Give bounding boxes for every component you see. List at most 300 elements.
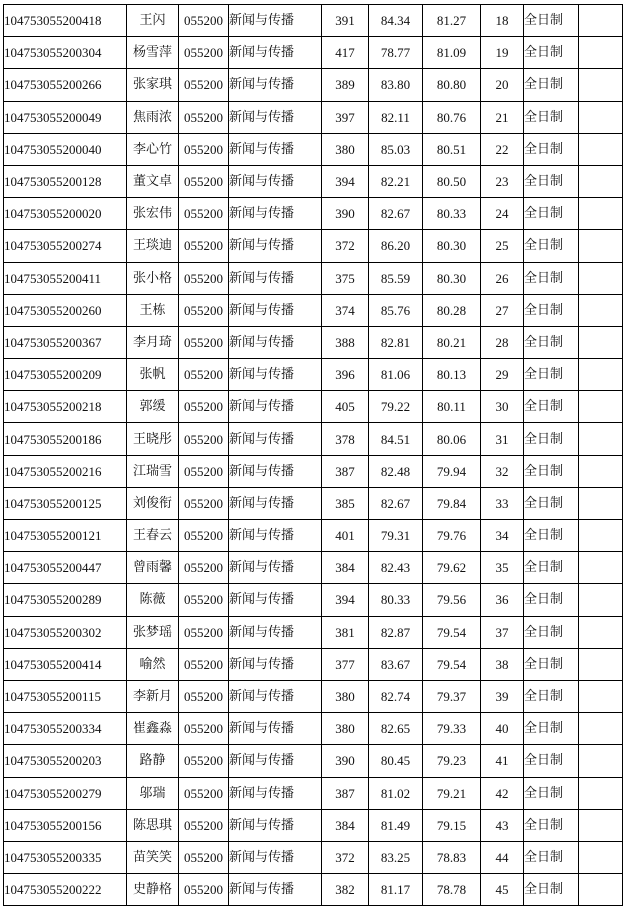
empty-cell bbox=[579, 487, 623, 519]
study-mode-cell: 全日制 bbox=[524, 391, 579, 423]
candidate-name-cell: 李心竹 bbox=[127, 133, 179, 165]
total-score-cell: 80.80 bbox=[423, 69, 481, 101]
total-score-cell: 81.27 bbox=[423, 5, 481, 37]
retest-score-cell: 84.34 bbox=[369, 5, 423, 37]
candidate-name-cell: 张梦瑶 bbox=[127, 616, 179, 648]
total-score-cell: 79.76 bbox=[423, 520, 481, 552]
major-name-cell: 新闻与传播 bbox=[229, 487, 322, 519]
major-name-cell: 新闻与传播 bbox=[229, 5, 322, 37]
empty-cell bbox=[579, 874, 623, 906]
retest-score-cell: 82.43 bbox=[369, 552, 423, 584]
candidate-name-cell: 李新月 bbox=[127, 680, 179, 712]
rank-cell: 40 bbox=[481, 713, 524, 745]
initial-score-cell: 372 bbox=[322, 230, 369, 262]
candidate-id-cell: 104753055200209 bbox=[4, 359, 127, 391]
candidate-name-cell: 王晓彤 bbox=[127, 423, 179, 455]
major-code-cell: 055200 bbox=[179, 874, 229, 906]
candidate-id-cell: 104753055200186 bbox=[4, 423, 127, 455]
retest-score-cell: 79.22 bbox=[369, 391, 423, 423]
major-name-cell: 新闻与传播 bbox=[229, 165, 322, 197]
table-row bbox=[4, 294, 623, 326]
retest-score-cell: 82.21 bbox=[369, 165, 423, 197]
table-row bbox=[4, 423, 623, 455]
rank-cell: 27 bbox=[481, 294, 524, 326]
candidate-id-cell: 104753055200411 bbox=[4, 262, 127, 294]
major-name-cell: 新闻与传播 bbox=[229, 294, 322, 326]
major-code-cell: 055200 bbox=[179, 165, 229, 197]
major-code-cell: 055200 bbox=[179, 648, 229, 680]
empty-cell bbox=[579, 777, 623, 809]
empty-cell bbox=[579, 69, 623, 101]
initial-score-cell: 382 bbox=[322, 874, 369, 906]
rank-cell: 30 bbox=[481, 391, 524, 423]
retest-score-cell: 84.51 bbox=[369, 423, 423, 455]
table-row bbox=[4, 874, 623, 906]
initial-score-cell: 391 bbox=[322, 5, 369, 37]
study-mode-cell: 全日制 bbox=[524, 326, 579, 358]
major-code-cell: 055200 bbox=[179, 294, 229, 326]
rank-cell: 42 bbox=[481, 777, 524, 809]
major-code-cell: 055200 bbox=[179, 584, 229, 616]
study-mode-cell: 全日制 bbox=[524, 230, 579, 262]
rank-cell: 39 bbox=[481, 680, 524, 712]
study-mode-cell: 全日制 bbox=[524, 262, 579, 294]
retest-score-cell: 83.67 bbox=[369, 648, 423, 680]
retest-score-cell: 85.03 bbox=[369, 133, 423, 165]
retest-score-cell: 82.65 bbox=[369, 713, 423, 745]
rank-cell: 35 bbox=[481, 552, 524, 584]
initial-score-cell: 380 bbox=[322, 680, 369, 712]
major-name-cell: 新闻与传播 bbox=[229, 198, 322, 230]
major-code-cell: 055200 bbox=[179, 713, 229, 745]
total-score-cell: 80.76 bbox=[423, 101, 481, 133]
candidate-name-cell: 董文卓 bbox=[127, 165, 179, 197]
empty-cell bbox=[579, 745, 623, 777]
results-table bbox=[3, 4, 623, 906]
total-score-cell: 79.33 bbox=[423, 713, 481, 745]
study-mode-cell: 全日制 bbox=[524, 455, 579, 487]
study-mode-cell: 全日制 bbox=[524, 5, 579, 37]
initial-score-cell: 387 bbox=[322, 455, 369, 487]
initial-score-cell: 384 bbox=[322, 552, 369, 584]
table-row bbox=[4, 262, 623, 294]
table-row bbox=[4, 165, 623, 197]
major-code-cell: 055200 bbox=[179, 455, 229, 487]
candidate-name-cell: 焦雨浓 bbox=[127, 101, 179, 133]
major-code-cell: 055200 bbox=[179, 777, 229, 809]
rank-cell: 38 bbox=[481, 648, 524, 680]
empty-cell bbox=[579, 294, 623, 326]
study-mode-cell: 全日制 bbox=[524, 37, 579, 69]
major-name-cell: 新闻与传播 bbox=[229, 841, 322, 873]
initial-score-cell: 387 bbox=[322, 777, 369, 809]
retest-score-cell: 81.49 bbox=[369, 809, 423, 841]
retest-score-cell: 83.80 bbox=[369, 69, 423, 101]
major-name-cell: 新闻与传播 bbox=[229, 809, 322, 841]
major-name-cell: 新闻与传播 bbox=[229, 423, 322, 455]
candidate-id-cell: 104753055200334 bbox=[4, 713, 127, 745]
empty-cell bbox=[579, 198, 623, 230]
initial-score-cell: 372 bbox=[322, 841, 369, 873]
empty-cell bbox=[579, 841, 623, 873]
rank-cell: 19 bbox=[481, 37, 524, 69]
candidate-name-cell: 杨雪萍 bbox=[127, 37, 179, 69]
empty-cell bbox=[579, 455, 623, 487]
initial-score-cell: 397 bbox=[322, 101, 369, 133]
table-row bbox=[4, 230, 623, 262]
candidate-name-cell: 喻然 bbox=[127, 648, 179, 680]
total-score-cell: 80.11 bbox=[423, 391, 481, 423]
retest-score-cell: 78.77 bbox=[369, 37, 423, 69]
candidate-id-cell: 104753055200115 bbox=[4, 680, 127, 712]
initial-score-cell: 388 bbox=[322, 326, 369, 358]
candidate-name-cell: 李月琦 bbox=[127, 326, 179, 358]
candidate-id-cell: 104753055200125 bbox=[4, 487, 127, 519]
study-mode-cell: 全日制 bbox=[524, 552, 579, 584]
major-code-cell: 055200 bbox=[179, 423, 229, 455]
rank-cell: 24 bbox=[481, 198, 524, 230]
table-row bbox=[4, 101, 623, 133]
major-name-cell: 新闻与传播 bbox=[229, 391, 322, 423]
initial-score-cell: 381 bbox=[322, 616, 369, 648]
initial-score-cell: 380 bbox=[322, 713, 369, 745]
initial-score-cell: 384 bbox=[322, 809, 369, 841]
rank-cell: 43 bbox=[481, 809, 524, 841]
empty-cell bbox=[579, 584, 623, 616]
empty-cell bbox=[579, 165, 623, 197]
major-name-cell: 新闻与传播 bbox=[229, 713, 322, 745]
major-name-cell: 新闻与传播 bbox=[229, 584, 322, 616]
rank-cell: 29 bbox=[481, 359, 524, 391]
initial-score-cell: 389 bbox=[322, 69, 369, 101]
rank-cell: 31 bbox=[481, 423, 524, 455]
major-name-cell: 新闻与传播 bbox=[229, 69, 322, 101]
total-score-cell: 80.30 bbox=[423, 230, 481, 262]
rank-cell: 34 bbox=[481, 520, 524, 552]
total-score-cell: 79.54 bbox=[423, 648, 481, 680]
initial-score-cell: 394 bbox=[322, 584, 369, 616]
candidate-id-cell: 104753055200289 bbox=[4, 584, 127, 616]
initial-score-cell: 405 bbox=[322, 391, 369, 423]
candidate-id-cell: 104753055200367 bbox=[4, 326, 127, 358]
major-code-cell: 055200 bbox=[179, 5, 229, 37]
retest-score-cell: 79.31 bbox=[369, 520, 423, 552]
total-score-cell: 79.84 bbox=[423, 487, 481, 519]
study-mode-cell: 全日制 bbox=[524, 616, 579, 648]
empty-cell bbox=[579, 391, 623, 423]
candidate-id-cell: 104753055200302 bbox=[4, 616, 127, 648]
candidate-name-cell: 史静格 bbox=[127, 874, 179, 906]
retest-score-cell: 85.59 bbox=[369, 262, 423, 294]
retest-score-cell: 82.81 bbox=[369, 326, 423, 358]
major-code-cell: 055200 bbox=[179, 198, 229, 230]
rank-cell: 20 bbox=[481, 69, 524, 101]
major-code-cell: 055200 bbox=[179, 69, 229, 101]
major-code-cell: 055200 bbox=[179, 37, 229, 69]
study-mode-cell: 全日制 bbox=[524, 874, 579, 906]
retest-score-cell: 86.20 bbox=[369, 230, 423, 262]
total-score-cell: 80.06 bbox=[423, 423, 481, 455]
major-name-cell: 新闻与传播 bbox=[229, 616, 322, 648]
initial-score-cell: 390 bbox=[322, 198, 369, 230]
table-row bbox=[4, 680, 623, 712]
empty-cell bbox=[579, 616, 623, 648]
major-name-cell: 新闻与传播 bbox=[229, 648, 322, 680]
total-score-cell: 80.50 bbox=[423, 165, 481, 197]
candidate-name-cell: 张帆 bbox=[127, 359, 179, 391]
table-row bbox=[4, 391, 623, 423]
table-row bbox=[4, 455, 623, 487]
total-score-cell: 80.30 bbox=[423, 262, 481, 294]
candidate-name-cell: 郭缓 bbox=[127, 391, 179, 423]
retest-score-cell: 82.67 bbox=[369, 198, 423, 230]
candidate-name-cell: 王闪 bbox=[127, 5, 179, 37]
major-code-cell: 055200 bbox=[179, 487, 229, 519]
empty-cell bbox=[579, 359, 623, 391]
candidate-id-cell: 104753055200128 bbox=[4, 165, 127, 197]
study-mode-cell: 全日制 bbox=[524, 648, 579, 680]
candidate-name-cell: 苗笑笑 bbox=[127, 841, 179, 873]
initial-score-cell: 375 bbox=[322, 262, 369, 294]
candidate-id-cell: 104753055200260 bbox=[4, 294, 127, 326]
retest-score-cell: 82.74 bbox=[369, 680, 423, 712]
study-mode-cell: 全日制 bbox=[524, 165, 579, 197]
major-code-cell: 055200 bbox=[179, 230, 229, 262]
total-score-cell: 81.09 bbox=[423, 37, 481, 69]
total-score-cell: 78.78 bbox=[423, 874, 481, 906]
major-name-cell: 新闻与传播 bbox=[229, 745, 322, 777]
candidate-id-cell: 104753055200020 bbox=[4, 198, 127, 230]
empty-cell bbox=[579, 552, 623, 584]
initial-score-cell: 377 bbox=[322, 648, 369, 680]
retest-score-cell: 80.45 bbox=[369, 745, 423, 777]
empty-cell bbox=[579, 230, 623, 262]
table-row bbox=[4, 841, 623, 873]
major-name-cell: 新闻与传播 bbox=[229, 874, 322, 906]
retest-score-cell: 82.11 bbox=[369, 101, 423, 133]
candidate-name-cell: 陈思琪 bbox=[127, 809, 179, 841]
major-code-cell: 055200 bbox=[179, 841, 229, 873]
major-name-cell: 新闻与传播 bbox=[229, 359, 322, 391]
study-mode-cell: 全日制 bbox=[524, 520, 579, 552]
major-name-cell: 新闻与传播 bbox=[229, 326, 322, 358]
major-name-cell: 新闻与传播 bbox=[229, 777, 322, 809]
study-mode-cell: 全日制 bbox=[524, 133, 579, 165]
empty-cell bbox=[579, 423, 623, 455]
table-row bbox=[4, 520, 623, 552]
table-row bbox=[4, 616, 623, 648]
total-score-cell: 80.21 bbox=[423, 326, 481, 358]
rank-cell: 37 bbox=[481, 616, 524, 648]
initial-score-cell: 401 bbox=[322, 520, 369, 552]
retest-score-cell: 80.33 bbox=[369, 584, 423, 616]
major-name-cell: 新闻与传播 bbox=[229, 520, 322, 552]
empty-cell bbox=[579, 37, 623, 69]
study-mode-cell: 全日制 bbox=[524, 584, 579, 616]
study-mode-cell: 全日制 bbox=[524, 359, 579, 391]
rank-cell: 36 bbox=[481, 584, 524, 616]
candidate-id-cell: 104753055200447 bbox=[4, 552, 127, 584]
candidate-id-cell: 104753055200274 bbox=[4, 230, 127, 262]
major-name-cell: 新闻与传播 bbox=[229, 455, 322, 487]
major-name-cell: 新闻与传播 bbox=[229, 101, 322, 133]
candidate-name-cell: 江瑞雪 bbox=[127, 455, 179, 487]
empty-cell bbox=[579, 262, 623, 294]
study-mode-cell: 全日制 bbox=[524, 294, 579, 326]
total-score-cell: 79.15 bbox=[423, 809, 481, 841]
candidate-name-cell: 王琰迪 bbox=[127, 230, 179, 262]
candidate-id-cell: 104753055200049 bbox=[4, 101, 127, 133]
candidate-name-cell: 刘俊衔 bbox=[127, 487, 179, 519]
rank-cell: 44 bbox=[481, 841, 524, 873]
study-mode-cell: 全日制 bbox=[524, 69, 579, 101]
candidate-id-cell: 104753055200216 bbox=[4, 455, 127, 487]
table-row bbox=[4, 37, 623, 69]
rank-cell: 23 bbox=[481, 165, 524, 197]
study-mode-cell: 全日制 bbox=[524, 841, 579, 873]
rank-cell: 22 bbox=[481, 133, 524, 165]
study-mode-cell: 全日制 bbox=[524, 777, 579, 809]
total-score-cell: 80.33 bbox=[423, 198, 481, 230]
candidate-name-cell: 陈薇 bbox=[127, 584, 179, 616]
major-name-cell: 新闻与传播 bbox=[229, 680, 322, 712]
initial-score-cell: 390 bbox=[322, 745, 369, 777]
total-score-cell: 79.94 bbox=[423, 455, 481, 487]
study-mode-cell: 全日制 bbox=[524, 809, 579, 841]
candidate-id-cell: 104753055200418 bbox=[4, 5, 127, 37]
study-mode-cell: 全日制 bbox=[524, 198, 579, 230]
candidate-id-cell: 104753055200222 bbox=[4, 874, 127, 906]
major-code-cell: 055200 bbox=[179, 391, 229, 423]
rank-cell: 32 bbox=[481, 455, 524, 487]
major-name-cell: 新闻与传播 bbox=[229, 37, 322, 69]
candidate-id-cell: 104753055200218 bbox=[4, 391, 127, 423]
rank-cell: 18 bbox=[481, 5, 524, 37]
retest-score-cell: 85.76 bbox=[369, 294, 423, 326]
candidate-id-cell: 104753055200121 bbox=[4, 520, 127, 552]
table-row bbox=[4, 133, 623, 165]
candidate-name-cell: 路静 bbox=[127, 745, 179, 777]
empty-cell bbox=[579, 101, 623, 133]
candidate-name-cell: 王栋 bbox=[127, 294, 179, 326]
candidate-id-cell: 104753055200335 bbox=[4, 841, 127, 873]
major-name-cell: 新闻与传播 bbox=[229, 262, 322, 294]
study-mode-cell: 全日制 bbox=[524, 713, 579, 745]
empty-cell bbox=[579, 133, 623, 165]
major-code-cell: 055200 bbox=[179, 616, 229, 648]
total-score-cell: 80.28 bbox=[423, 294, 481, 326]
candidate-name-cell: 邬瑞 bbox=[127, 777, 179, 809]
initial-score-cell: 378 bbox=[322, 423, 369, 455]
candidate-name-cell: 崔鑫淼 bbox=[127, 713, 179, 745]
retest-score-cell: 82.48 bbox=[369, 455, 423, 487]
candidate-id-cell: 104753055200414 bbox=[4, 648, 127, 680]
empty-cell bbox=[579, 520, 623, 552]
table-row bbox=[4, 5, 623, 37]
major-code-cell: 055200 bbox=[179, 520, 229, 552]
empty-cell bbox=[579, 326, 623, 358]
retest-score-cell: 83.25 bbox=[369, 841, 423, 873]
rank-cell: 21 bbox=[481, 101, 524, 133]
table-row bbox=[4, 552, 623, 584]
initial-score-cell: 417 bbox=[322, 37, 369, 69]
study-mode-cell: 全日制 bbox=[524, 423, 579, 455]
table-row bbox=[4, 326, 623, 358]
candidate-id-cell: 104753055200266 bbox=[4, 69, 127, 101]
table-row bbox=[4, 648, 623, 680]
retest-score-cell: 82.87 bbox=[369, 616, 423, 648]
major-code-cell: 055200 bbox=[179, 552, 229, 584]
candidate-id-cell: 104753055200040 bbox=[4, 133, 127, 165]
initial-score-cell: 385 bbox=[322, 487, 369, 519]
study-mode-cell: 全日制 bbox=[524, 101, 579, 133]
initial-score-cell: 394 bbox=[322, 165, 369, 197]
table-row bbox=[4, 713, 623, 745]
total-score-cell: 79.62 bbox=[423, 552, 481, 584]
initial-score-cell: 380 bbox=[322, 133, 369, 165]
rank-cell: 28 bbox=[481, 326, 524, 358]
major-code-cell: 055200 bbox=[179, 262, 229, 294]
retest-score-cell: 81.02 bbox=[369, 777, 423, 809]
empty-cell bbox=[579, 648, 623, 680]
table-row bbox=[4, 198, 623, 230]
total-score-cell: 79.37 bbox=[423, 680, 481, 712]
table-row bbox=[4, 69, 623, 101]
total-score-cell: 80.13 bbox=[423, 359, 481, 391]
rank-cell: 25 bbox=[481, 230, 524, 262]
major-name-cell: 新闻与传播 bbox=[229, 230, 322, 262]
initial-score-cell: 396 bbox=[322, 359, 369, 391]
rank-cell: 33 bbox=[481, 487, 524, 519]
table-row bbox=[4, 487, 623, 519]
major-code-cell: 055200 bbox=[179, 101, 229, 133]
candidate-id-cell: 104753055200203 bbox=[4, 745, 127, 777]
table-row bbox=[4, 777, 623, 809]
major-name-cell: 新闻与传播 bbox=[229, 133, 322, 165]
major-code-cell: 055200 bbox=[179, 133, 229, 165]
total-score-cell: 79.23 bbox=[423, 745, 481, 777]
candidate-name-cell: 张小格 bbox=[127, 262, 179, 294]
initial-score-cell: 374 bbox=[322, 294, 369, 326]
rank-cell: 26 bbox=[481, 262, 524, 294]
study-mode-cell: 全日制 bbox=[524, 680, 579, 712]
rank-cell: 45 bbox=[481, 874, 524, 906]
study-mode-cell: 全日制 bbox=[524, 487, 579, 519]
total-score-cell: 80.51 bbox=[423, 133, 481, 165]
candidate-name-cell: 曾雨馨 bbox=[127, 552, 179, 584]
major-name-cell: 新闻与传播 bbox=[229, 552, 322, 584]
candidate-id-cell: 104753055200304 bbox=[4, 37, 127, 69]
major-code-cell: 055200 bbox=[179, 326, 229, 358]
table-row bbox=[4, 359, 623, 391]
candidate-id-cell: 104753055200156 bbox=[4, 809, 127, 841]
total-score-cell: 78.83 bbox=[423, 841, 481, 873]
candidate-id-cell: 104753055200279 bbox=[4, 777, 127, 809]
empty-cell bbox=[579, 5, 623, 37]
major-code-cell: 055200 bbox=[179, 745, 229, 777]
candidate-name-cell: 张家琪 bbox=[127, 69, 179, 101]
total-score-cell: 79.56 bbox=[423, 584, 481, 616]
rank-cell: 41 bbox=[481, 745, 524, 777]
empty-cell bbox=[579, 713, 623, 745]
major-code-cell: 055200 bbox=[179, 680, 229, 712]
table-row bbox=[4, 745, 623, 777]
candidate-name-cell: 张宏伟 bbox=[127, 198, 179, 230]
total-score-cell: 79.54 bbox=[423, 616, 481, 648]
major-code-cell: 055200 bbox=[179, 359, 229, 391]
table-row bbox=[4, 584, 623, 616]
retest-score-cell: 82.67 bbox=[369, 487, 423, 519]
